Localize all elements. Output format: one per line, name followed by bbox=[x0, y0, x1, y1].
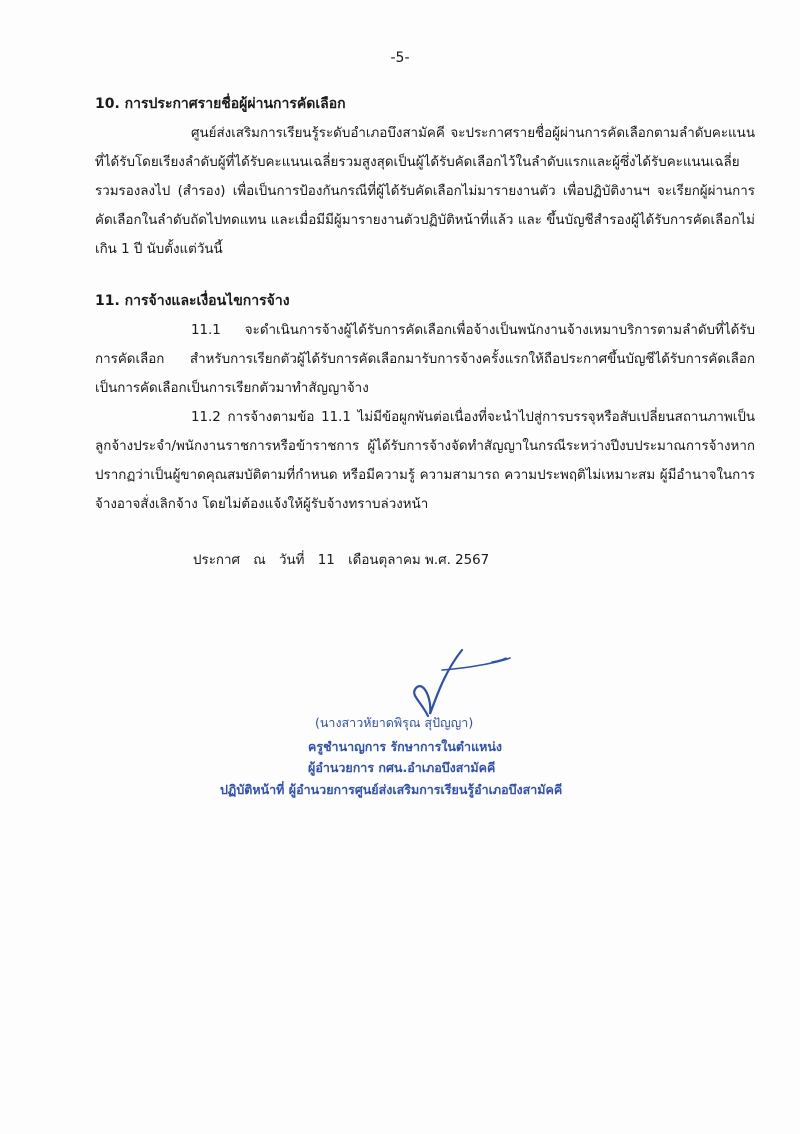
announce-at: ณ bbox=[253, 553, 266, 568]
announce-prefix: ประกาศ bbox=[193, 553, 241, 568]
page-number: -5- bbox=[390, 50, 410, 66]
section-10-body: ศูนย์ส่งเสริมการเรียนรู้ระดับอำเภอบึงสามัคคี จะประกาศรายชื่อผู้ผ่านการคัดเลือกตามลำดับคะแนนที่ได้รับโดยเรียงลำดับผู้ที่ได้รับคะแนนเฉลี่ยรวมสูงสุดเป็นผู้ได้รับคัดเลือกไว้ในลำดับแรกและผู้ซึ่งได้รับคะแนนเฉลี่ยรวมรองลงไป (สำรอง) เพื่อเป็นการป้องกันกรณีที่ผู้ได้รับคัดเลือกไม่มารายงานตัว เพื่อปฏิบัติงานฯ จะเรียกผู้ผ่านการคัดเลือกในลำดับถัดไปทดแทน และเมื่อมีมีผู้มารายงานตัวปฏิบัติหน้าที่แล้ว และ ขึ้นบัญชีสำรองผู้ได้รับการคัดเลือกไม่เกิน 1 ปี นับตั้งแต่วันนี้ bbox=[95, 126, 755, 257]
section-11-item-2: 11.2 การจ้างตามข้อ 11.1 ไม่มีข้อผูกพันต่อเนื่องที่จะนำไปสู่การบรรจุหรือสับเปลี่ยนสถานภาพเป็นลูกจ้างประจำ/พนักงานราชการหรือข้าราชการ ผู้ได้รับการจ้างจัดทำสัญญาในกรณีระหว่างปีงบประมาณการจ้างหากปรากฏว่าเป็นผู้ขาดคุณสมบัติตามที่กำหนด หรือมีความรู้ ความสามารถ ความประพฤติไม่เหมาะสม ผู้มีอำนาจในการจ้างอาจสั่งเลิกจ้าง โดยไม่ต้องแจ้งให้ผู้รับจ้างทราบล่วงหน้า bbox=[95, 410, 755, 512]
section-10-heading: 10. การประกาศรายชื่อผู้ผ่านการคัดเลือก bbox=[95, 96, 346, 112]
signatory-name: (นางสาวหัยาดพิรุณ สุปัญญา) bbox=[315, 715, 474, 730]
handwritten-signature bbox=[380, 640, 680, 720]
signatory-position-2: ผู้อำนวยการ กศน.อำเภอบึงสามัคคี bbox=[308, 760, 496, 775]
announce-month-year: เดือนตุลาคม พ.ศ. 2567 bbox=[348, 553, 490, 568]
announce-day: 11 bbox=[317, 553, 335, 568]
signatory-position-3: ปฏิบัติหน้าที่ ผู้อำนวยการศูนย์ส่งเสริมการเรียนรู้อำเภอบึงสามัคคี bbox=[220, 782, 563, 797]
section-11-item-1: 11.1 จะดำเนินการจ้างผู้ได้รับการคัดเลือกเพื่อจ้างเป็นพนักงานจ้างเหมาบริการตามลำดับที่ได้รับการคัดเลือก สำหรับการเรียกตัวผู้ได้รับการคัดเลือกมารับการจ้างครั้งแรกให้ถือประกาศขึ้นบัญชีได้รับการคัดเลือกเป็นการคัดเลือกเป็นการเรียกตัวมาทำสัญญาจ้าง bbox=[95, 323, 755, 396]
announcement-date-line bbox=[193, 549, 498, 570]
section-11-heading: 11. การจ้างและเงื่อนไขการจ้าง bbox=[95, 293, 290, 309]
announce-day-label: วันที่ bbox=[278, 553, 305, 568]
signature-block bbox=[220, 640, 590, 800]
signatory-position-1: ครูชำนาญการ รักษาการในตำแหน่ง bbox=[308, 739, 503, 754]
